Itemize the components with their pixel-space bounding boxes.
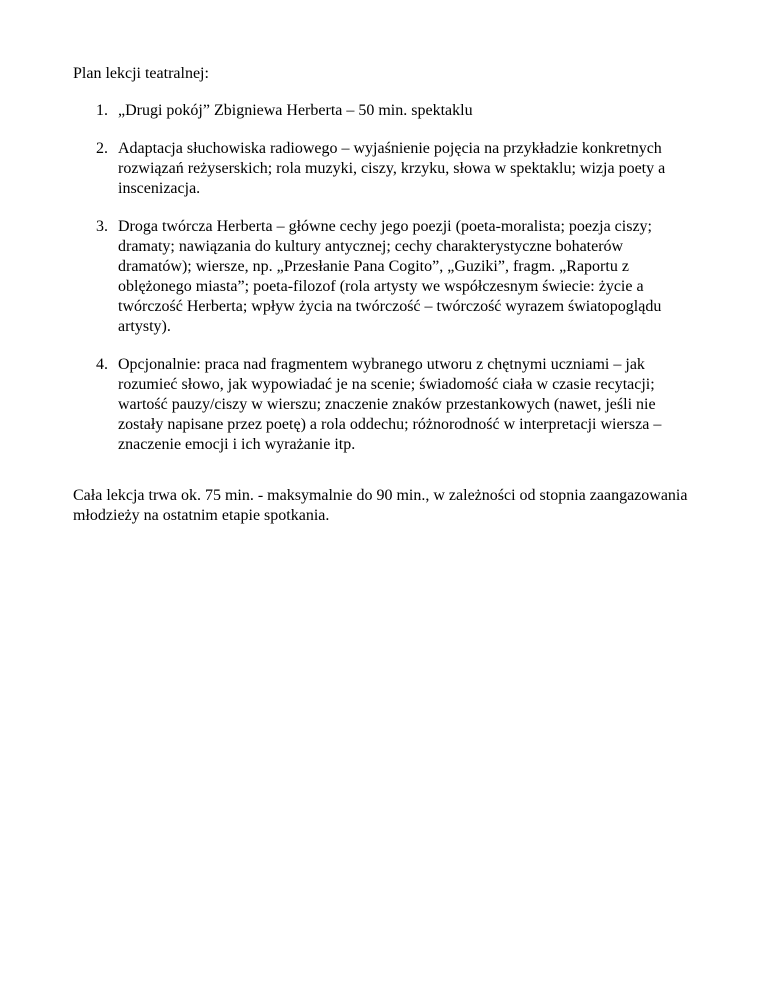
list-item-text: Opcjonalnie: praca nad fragmentem wybranego utworu z chętnymi uczniami – jak rozumieć słowo, jak wypowiadać je na scenie; świadomość ciała w czasie recytacji; wartość pauzy/ciszy w wierszu; znaczenie znaków przestankowych (nawet, jeśli nie zostały napisane przez poetę) a rola oddechu; różnorodność w interpretacji wiersza – znaczenie emocji i ich wyrażanie itp.	[118, 356, 662, 453]
list-item	[0, 217, 698, 337]
list-item	[0, 139, 698, 199]
list-item-text: „Drugi pokój” Zbigniewa Herberta – 50 min. spektaklu	[118, 102, 473, 119]
document-summary: Cała lekcja trwa ok. 75 min. - maksymalnie do 90 min., w zależności od stopnia zaangazowania młodzieży na ostatnim etapie spotkania.	[73, 487, 688, 524]
list-item-number: 2.	[96, 140, 108, 157]
list-item	[0, 101, 698, 121]
document-heading: Plan lekcji teatralnej:	[73, 65, 209, 82]
list-item	[0, 355, 698, 455]
list-item-text: Droga twórcza Herberta – główne cechy jego poezji (poeta-moralista; poezja ciszy; dramaty; nawiązania do kultury antycznej; cechy charakterystyczne bohaterów dramatów); wiersze, np. „Przesłanie Pana Cogito”, „Guziki”, fragm. „Raportu z oblężonego miasta”; poeta-filozof (rola artysty we współczesnym świecie: życie a twórczość Herberta; wpływ życia na twórczość – twórczość wyrazem światopoglądu artysty).	[118, 218, 662, 335]
list-item-number: 3.	[96, 218, 108, 235]
lesson-plan-list	[0, 101, 768, 473]
list-item-text: Adaptacja słuchowiska radiowego – wyjaśnienie pojęcia na przykładzie konkretnych rozwiązań reżyserskich; rola muzyki, ciszy, krzyku, słowa w spektaklu; wizja poety a inscenizacja.	[118, 140, 666, 197]
list-item-number: 1.	[96, 102, 108, 119]
list-item-number: 4.	[96, 356, 108, 373]
